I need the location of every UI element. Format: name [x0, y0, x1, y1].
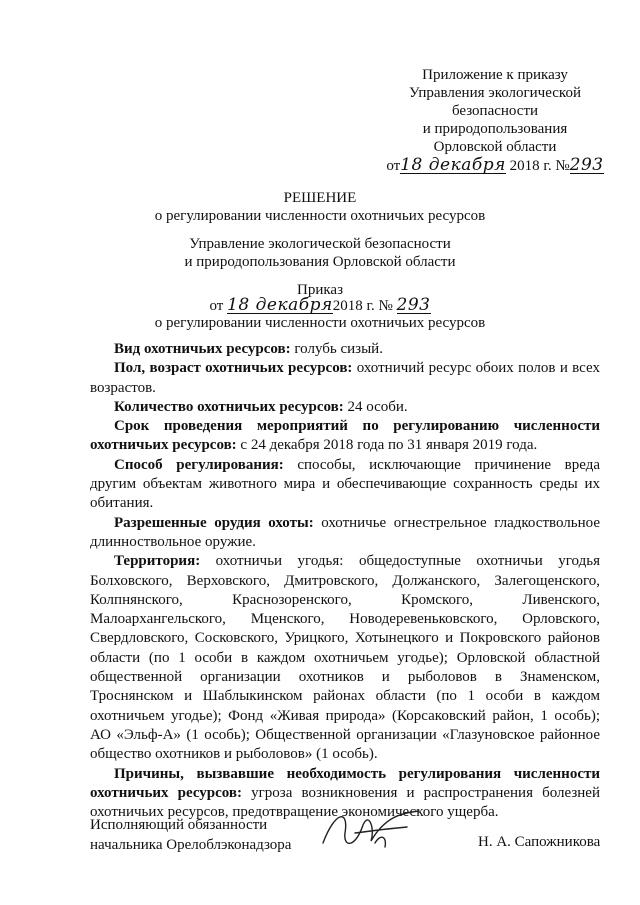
tools-paragraph — [90, 514, 600, 553]
reasons-value: угроза возникновения и распространения болезней охотничьих ресурсов, предотвращение экономического ущерба. — [90, 784, 600, 821]
signatory-position — [90, 815, 291, 855]
territory-label: Территория: — [114, 553, 201, 570]
territory-paragraph — [90, 552, 600, 764]
method-paragraph — [90, 456, 600, 514]
reasons-label: Причины, вызвавшие необходимость регулирования численности охотничьих ресурсов: — [90, 765, 600, 801]
approval-number-handwritten: 293 — [569, 155, 604, 175]
approval-line: и природопользования — [422, 121, 568, 137]
period-label: Срок проведения мероприятий по регулированию численности охотничьих ресурсов: — [90, 418, 600, 454]
quantity-label: Количество охотничьих ресурсов: — [114, 398, 344, 415]
order-date-line — [0, 296, 640, 315]
approval-date-handwritten: 18 декабря — [400, 155, 506, 175]
sex-age-label: Пол, возраст охотничьих ресурсов: — [114, 360, 353, 377]
order-date-prefix: от — [209, 298, 224, 314]
signatory-position-line: начальника Орелоблэконадзора — [90, 837, 292, 853]
approval-line: безопасности — [451, 103, 539, 119]
signatory-name: Н. А. Сапожникова — [478, 834, 601, 850]
method-value: способы, исключающие причинение вреда другим объектам животного мира и обеспечивающие сохранность среды их обитания. — [90, 456, 600, 512]
approval-date-prefix: от — [386, 158, 401, 174]
period-paragraph — [90, 417, 600, 456]
order-date-suffix: 2018 г. № — [332, 298, 393, 314]
tools-label: Разрешенные орудия охоты: — [114, 514, 314, 531]
sex-age-value: охотничий ресурс обоих полов и всех возрастов. — [90, 360, 600, 396]
order-number-handwritten: 293 — [396, 295, 431, 315]
order-label: Приказ — [296, 282, 343, 298]
order-subject: о регулировании численности охотничьих ресурсов — [154, 315, 486, 331]
authority-line: и природопользования Орловской области — [184, 254, 456, 270]
handwritten-signature — [315, 803, 425, 859]
order-date-handwritten: 18 декабря — [227, 295, 333, 315]
approval-date-suffix: 2018 г. № — [509, 158, 570, 174]
decision-body — [90, 340, 600, 822]
period-value: с 24 декабря 2018 года по 31 января 2019 года. — [236, 437, 538, 454]
territory-value: охотничьи угодья: общедоступные охотничьи угодья Болховского, Верховского, Дмитровского, Должанского, Залегощенского, Колпнянского, Краснозоренского, Кромского, Ливенского, Малоархангельского, Мценского, Новодеревеньковского, Орловского, Свердловского, Сосковского, Урицкого, Хотынецкого и Покровского районов области (по 1 особи в каждом охотничьем угодье); Орловской областной общественной организации охотников и рыболовов в Знаменском, Троснянском и Шаблыкинском районах области (по 1 особи в каждом охотничьем угодье); Фонд «Живая природа» (Корсаковский район, 1 особь); АО «Эльф-А» (1 особь); Общественной организации «Глазуновское районное общество охотников и рыболовов» (1 особь). — [90, 553, 600, 763]
authority-line: Управление экологической безопасности — [189, 236, 451, 252]
approval-line: Управления экологической — [409, 85, 581, 101]
sex-age-paragraph — [90, 359, 600, 398]
signatory-position-line: Исполняющий обязанности — [90, 817, 268, 833]
approval-line: Орловской области — [433, 139, 557, 155]
method-label: Способ регулирования: — [114, 456, 284, 473]
approval-block — [380, 66, 610, 175]
quantity-value: 24 особи. — [343, 398, 408, 415]
approval-date-line — [380, 156, 610, 175]
species-paragraph — [90, 340, 600, 359]
tools-value: охотничье огнестрельное гладкоствольное длинноствольное оружие. — [90, 514, 600, 550]
decision-subtitle: о регулировании численности охотничьих ресурсов — [154, 208, 486, 224]
decision-title: РЕШЕНИЕ — [283, 190, 357, 206]
species-value: голубь сизый. — [290, 341, 383, 357]
species-label: Вид охотничьих ресурсов: — [114, 341, 291, 357]
approval-line: Приложение к приказу — [422, 67, 568, 83]
quantity-paragraph — [90, 398, 600, 417]
